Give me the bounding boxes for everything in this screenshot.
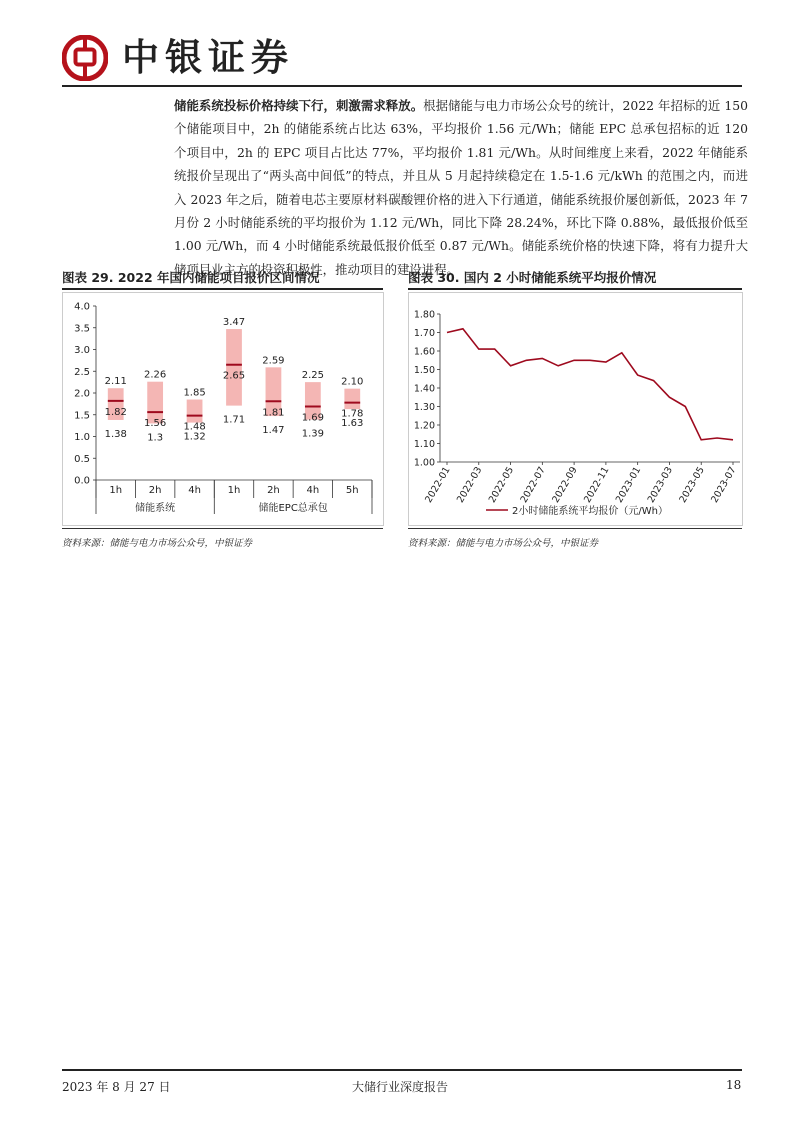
- series-line: [447, 329, 733, 440]
- y-tick-label: 1.40: [413, 383, 435, 395]
- avg-value-label: 1.69: [301, 412, 324, 424]
- x-category-label: 2h: [148, 485, 162, 496]
- x-tick-label: 2022-07: [518, 465, 548, 505]
- y-tick-label: 1.00: [413, 457, 435, 469]
- range-bar: [187, 400, 203, 423]
- avg-value-label: 1.56: [144, 418, 167, 430]
- y-tick-label: 1.70: [413, 328, 435, 339]
- footer-divider: [62, 1069, 742, 1071]
- paragraph-lead: 储能系统投标价格持续下行，刺激需求释放。: [174, 98, 424, 113]
- paragraph-body: 根据储能与电力市场公众号的统计，2022 年招标的近 150 个储能项目中，2h 的储能系统占比达 63%，平均报价 1.56 元/Wh；储能 EPC 总承包招标的近 120 个项目中，2h 的 EPC 项目占比达 77%，平均报价 1.81 元/Wh。从时间维度上来看，2022 年储能系统报价呈现出了“两头高中间低”的特点，并且从 5 月起持续稳定在 1.5-1.6 元/kWh 的范围之内，而进入 2023 年之后，随着电芯主要原材料碳酸锂价格的进入下行通道，储能系统报价屡创新低，2023 年 7 月份 2 小时储能系统的平均报价为 1.12 元/Wh，同比下降 28.24%，环比下降 0.88%，最低报价低至 1.00 元/Wh，而 4 小时储能系统最低报价低至 0.87 元/Wh。储能系统价格的快速下降，将有力提升大储项目业主方的投资积极性，推动项目的建设进程。: [174, 98, 748, 277]
- y-tick-label: 1.50: [413, 365, 435, 376]
- x-tick-label: 2023-01: [613, 465, 644, 505]
- x-tick-label: 2022-03: [454, 465, 485, 505]
- low-value-label: 1.63: [341, 418, 364, 430]
- avg-value-label: 1.78: [341, 408, 364, 420]
- footer-page-number: 18: [726, 1078, 742, 1092]
- y-tick-label: 3.0: [74, 345, 90, 356]
- x-tick-label: 2022-11: [582, 465, 612, 505]
- y-tick-label: 0.5: [74, 453, 90, 465]
- legend-label: 2小时储能系统平均报价（元/Wh）: [512, 506, 668, 517]
- y-tick-label: 2.0: [74, 388, 90, 400]
- low-value-label: 1.39: [301, 428, 324, 440]
- x-category-label: 5h: [345, 485, 359, 496]
- x-tick-label: 2022-05: [486, 465, 517, 505]
- y-tick-label: 1.30: [413, 402, 435, 413]
- y-tick-label: 1.80: [413, 309, 435, 321]
- y-tick-label: 1.0: [74, 432, 90, 443]
- footer-report-title: 大储行业深度报告: [352, 1080, 449, 1094]
- high-value-label: 2.10: [341, 376, 364, 388]
- low-value-label: 1.3: [147, 432, 164, 444]
- figure-30-title: 图表 30. 国内 2 小时储能系统平均报价情况: [408, 270, 657, 285]
- group-label: 储能系统: [135, 503, 176, 514]
- x-category-label: 4h: [306, 485, 320, 496]
- x-tick-label: 2023-05: [677, 465, 707, 505]
- header-divider: [62, 85, 742, 87]
- avg-value-label: 1.48: [183, 421, 206, 433]
- low-value-label: 1.38: [104, 428, 127, 440]
- y-tick-label: 0.0: [74, 475, 90, 487]
- figure-29-source: 资料来源：储能与电力市场公众号，中银证券: [62, 538, 253, 549]
- figure-29-title-rule: [62, 288, 383, 290]
- y-tick-label: 1.20: [413, 420, 435, 432]
- x-category-label: 1h: [227, 485, 241, 496]
- y-tick-label: 2.5: [74, 366, 90, 378]
- x-category-label: 1h: [109, 485, 123, 496]
- high-value-label: 3.47: [222, 317, 246, 329]
- low-value-label: 1.32: [183, 431, 206, 443]
- figure-29-title: 图表 29. 2022 年国内储能项目报价区间情况: [62, 270, 320, 285]
- y-tick-label: 1.5: [74, 410, 90, 422]
- low-value-label: 1.71: [222, 414, 246, 426]
- low-value-label: 1.47: [262, 425, 285, 437]
- figure-30-bottom-rule: [408, 528, 742, 529]
- x-tick-label: 2023-03: [645, 465, 676, 505]
- high-value-label: 2.25: [301, 370, 324, 382]
- avg-value-label: 1.82: [104, 406, 127, 418]
- y-tick-label: 3.5: [74, 323, 90, 335]
- range-bar: [344, 389, 360, 409]
- avg-value-label: 1.81: [262, 407, 285, 419]
- bank-of-china-logo-icon: [62, 35, 108, 81]
- figure-30-chart: [408, 292, 743, 526]
- footer-date: 2023 年 8 月 27 日: [62, 1080, 171, 1094]
- figure-30-title-rule: [408, 288, 742, 290]
- body-paragraph: [174, 94, 748, 281]
- x-tick-label: 2022-09: [550, 465, 580, 505]
- figure-30-source: 资料来源：储能与电力市场公众号，中银证券: [408, 538, 599, 549]
- brand-header: [62, 34, 294, 82]
- figure-29-chart: [62, 292, 384, 526]
- brand-title: 中银证券: [122, 36, 294, 79]
- range-bar: [226, 329, 242, 406]
- x-tick-label: 2023-07: [709, 465, 739, 505]
- x-category-label: 4h: [188, 485, 201, 496]
- x-tick-label: 2022-01: [423, 465, 453, 505]
- figure-29-bottom-rule: [62, 528, 383, 529]
- high-value-label: 2.26: [144, 369, 167, 381]
- group-label: 储能EPC总承包: [258, 503, 328, 514]
- high-value-label: 1.85: [183, 387, 206, 399]
- avg-value-label: 2.65: [222, 370, 246, 382]
- y-tick-label: 4.0: [74, 301, 90, 313]
- x-category-label: 2h: [267, 485, 280, 496]
- y-tick-label: 1.10: [413, 439, 435, 450]
- high-value-label: 2.11: [104, 376, 127, 388]
- high-value-label: 2.59: [262, 355, 285, 367]
- y-tick-label: 1.60: [413, 346, 435, 358]
